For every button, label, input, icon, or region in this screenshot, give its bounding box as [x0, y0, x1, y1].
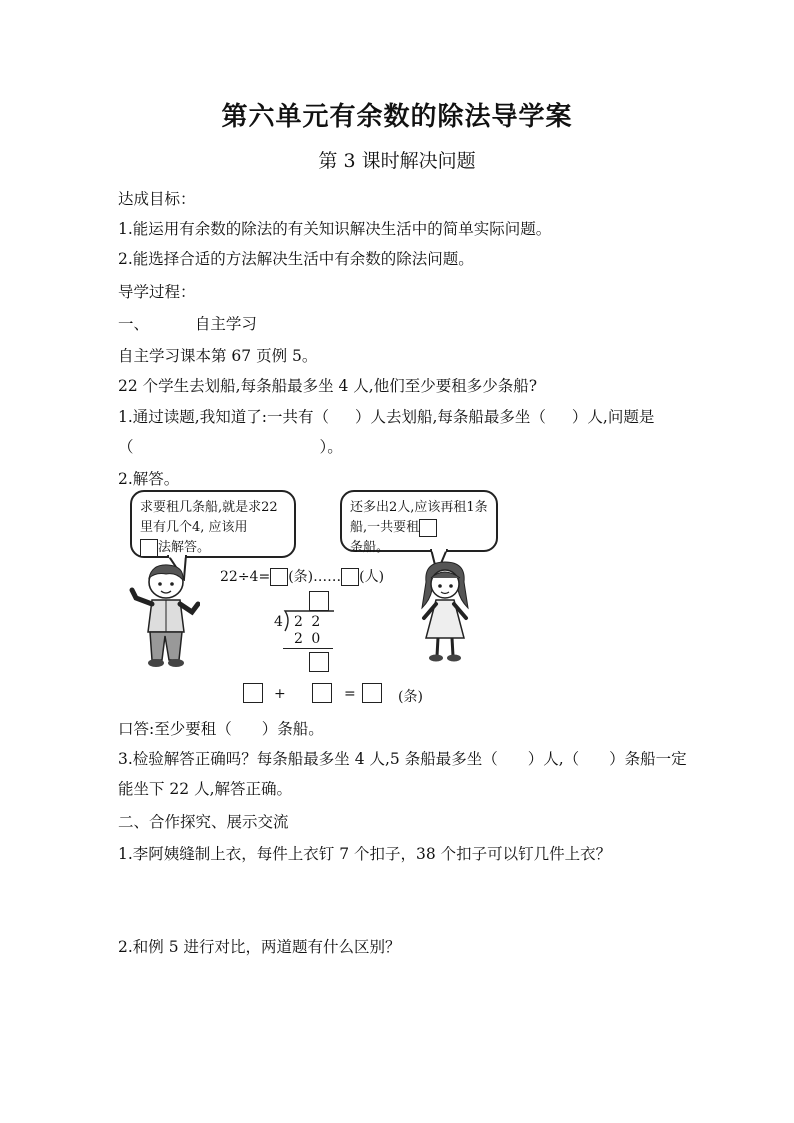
long-division-rule [283, 648, 333, 649]
q1-text-e: ）。 [319, 438, 343, 456]
answer-box-remainder[interactable] [341, 568, 359, 586]
answer-text-a: 口答:至少要租（ [118, 720, 232, 738]
sum-unit: (条) [398, 689, 423, 705]
oral-answer [118, 717, 324, 739]
question-1 [118, 405, 654, 427]
bubble-boy-text-a: 求要租几条船,就是求22里有几个4, 应该用 [140, 500, 278, 535]
q1-text-c: ）人,问题是 [571, 408, 655, 426]
boy-illustration [128, 560, 200, 670]
q3-text-a: 3.检验解答正确吗？每条船最多坐 4 人,5 条船最多坐（ [118, 750, 498, 768]
sum-box-1[interactable] [243, 683, 263, 703]
section-2-heading: 二、合作探究、展示交流 [118, 813, 289, 831]
long-division-dividend: 2 2 [294, 614, 323, 630]
speech-bubble-boy [130, 490, 296, 558]
practice-2: 2.和例 5 进行对比，两道题有什么区别？ [118, 938, 401, 956]
section-1-heading [118, 312, 257, 334]
question-2: 2.解答。 [118, 470, 180, 488]
sum-plus: + [274, 686, 286, 702]
equation-unit-people: (人) [359, 569, 385, 585]
equation-prefix: 22÷4= [220, 569, 271, 585]
question-3 [118, 747, 687, 769]
section-1-title: 自主学习 [194, 315, 257, 333]
study-line: 自主学习课本第 67 页例 5。 [118, 347, 318, 365]
speech-bubble-girl [340, 490, 498, 555]
q3-text-c: ）条船一定 [609, 750, 687, 768]
bubble-boy-text-b: 法解答。 [158, 540, 211, 555]
goal-2: 2.能选择合适的方法解决生活中有余数的除法问题。 [118, 250, 474, 268]
q1-text-d: （ [118, 438, 134, 456]
goals-heading: 达成目标： [118, 190, 196, 208]
question-3-cont: 能坐下 22 人,解答正确。 [118, 780, 293, 798]
equation-unit-boats: (条)…… [288, 569, 342, 585]
sum-box-2[interactable] [312, 683, 332, 703]
section-1-number: 一、 [118, 315, 150, 333]
girl-illustration [414, 560, 476, 664]
bubble-girl-text-b: 条船。 [350, 540, 390, 555]
sum-equals: = [344, 686, 356, 702]
answer-box-operation[interactable] [140, 539, 158, 557]
page-title: 第六单元有余数的除法导学案 [221, 102, 573, 132]
sum-box-result[interactable] [362, 683, 382, 703]
q1-text-a: 1.通过读题,我知道了:一共有（ [118, 408, 329, 426]
problem-statement: 22 个学生去划船,每条船最多坐 4 人,他们至少要租多少条船? [118, 377, 538, 395]
long-division-product: 2 0 [294, 631, 323, 647]
question-1-cont [118, 435, 343, 457]
practice-1: 1.李阿姨缝制上衣，每件上衣钉 7 个扣子，38 个扣子可以钉几件上衣？ [118, 845, 612, 863]
long-division-divisor: 4 [274, 614, 283, 630]
goal-1: 1.能运用有余数的除法的有关知识解决生活中的简单实际问题。 [118, 220, 552, 238]
long-division-quotient-box[interactable] [309, 591, 329, 611]
q3-text-b: ）人,（ [527, 750, 580, 768]
bubble-girl-text-a: 还多出2人,应该再租1条船,一共要租 [350, 500, 488, 535]
answer-text-b: ）条船。 [261, 720, 324, 738]
answer-box-quotient[interactable] [270, 568, 288, 586]
q1-text-b: ）人去划船,每条船最多坐（ [354, 408, 546, 426]
long-division-remainder-box[interactable] [309, 652, 329, 672]
process-heading: 导学过程： [118, 283, 196, 301]
answer-box-total-boats[interactable] [419, 519, 437, 537]
page-subtitle: 第 3 课时解决问题 [318, 150, 476, 172]
division-equation [220, 566, 384, 586]
